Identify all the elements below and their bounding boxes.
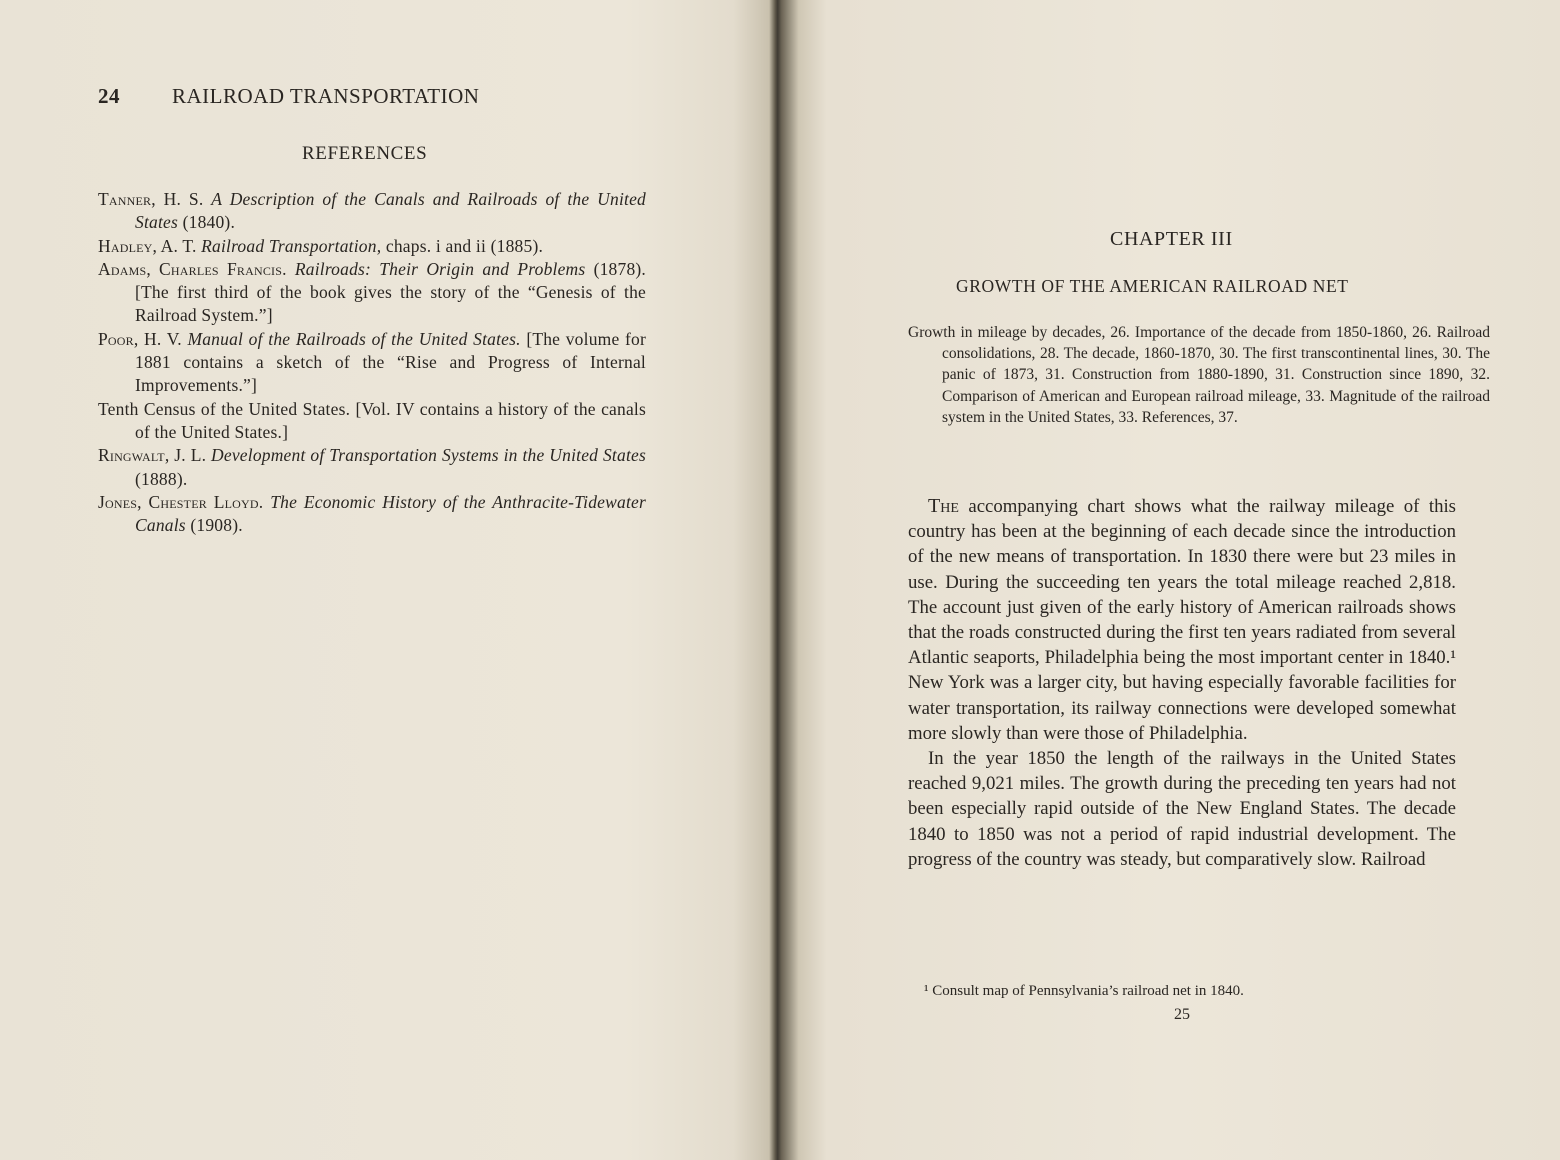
- reference-entry: [98, 188, 646, 235]
- running-head-title: RAILROAD TRANSPORTATION: [172, 84, 480, 108]
- reference-entry: [98, 491, 646, 538]
- footnote: ¹ Consult map of Pennsylvania’s railroad net in 1840.: [924, 983, 1244, 999]
- chapter-label: CHAPTER III: [1110, 228, 1233, 250]
- paragraph-text: accompanying chart shows what the railway mileage of this country has been at the beginning of each decade since the introduction of the new means of transportation. In 1830 there were but 23 miles in use. During the succeeding ten years the total mileage reached 2,818. The account just given of the early history of American railroads shows that the roads constructed during the first ten years radiated from several Atlantic seaports, Philadelphia being the most important center in 1840.¹ New York was a larger city, but having especially favorable facilities for water transportation, its railway connections were developed somewhat more slowly than were those of Philadelphia.: [908, 496, 1456, 744]
- chapter-summary: Growth in mileage by decades, 26. Importance of the decade from 1850-1860, 26. Railroad consolidations, 28. The decade, 1860-1870, 30. The first transcontinental lines, 30. The panic of 1873, 31. Construction from 1880-1890, 31. Construction since 1890, 32. Comparison of American and European railroad mileage, 33. Magnitude of the railroad system in the United States, 33. References, 37.: [908, 324, 1490, 426]
- reference-author: Adams, Charles Francis.: [98, 258, 287, 279]
- reference-note: (1840).: [182, 212, 236, 233]
- chapter-title: GROWTH OF THE AMERICAN RAILROAD NET: [956, 276, 1349, 296]
- references-heading: REFERENCES: [302, 143, 428, 164]
- reference-author: Tanner, H. S.: [98, 189, 204, 209]
- running-head: [98, 84, 479, 109]
- reference-note: (1908).: [190, 515, 243, 536]
- reference-title: Railroad Transportation,: [201, 235, 382, 256]
- reference-entry: [98, 444, 646, 491]
- reference-note: chaps. i and ii (1885).: [385, 235, 544, 256]
- reference-entry: [98, 328, 646, 398]
- paragraph-lead-word: The: [928, 495, 959, 517]
- page-number-left: 24: [98, 84, 120, 108]
- reference-entry: [98, 258, 646, 328]
- reference-note: (1878). [The first third of the book gives the story of the “Genesis of the Railroad System.”]: [135, 258, 647, 326]
- reference-entry: [98, 235, 646, 258]
- reference-note: Tenth Census of the United States. [Vol. IV contains a history of the canals of the United States.]: [98, 398, 646, 442]
- reference-title: Railroads: Their Origin and Problems: [294, 258, 586, 279]
- reference-note: [The volume for 1881 contains a sketch of the “Rise and Progress of Internal Improvements.”]: [135, 328, 647, 396]
- reference-list: [98, 188, 646, 537]
- right-page: [790, 0, 1560, 1160]
- reference-title: The Economic History of the Anthracite-Tidewater Canals: [135, 491, 646, 536]
- reference-author: Ringwalt, J. L.: [98, 445, 207, 466]
- reference-author: Jones, Chester Lloyd.: [98, 491, 264, 512]
- body-text: [908, 494, 1456, 872]
- paragraph: [908, 494, 1456, 746]
- paragraph: In the year 1850 the length of the railways in the United States reached 9,021 miles. The growth during the preceding ten years had not been especially rapid outside of the New England States. The decade 1840 to 1850 was not a period of rapid industrial development. The progress of the country was steady, but comparatively slow. Railroad: [908, 748, 1456, 870]
- reference-entry: [98, 398, 646, 445]
- reference-title: Manual of the Railroads of the United States.: [187, 328, 521, 349]
- reference-title: A Description of the Canals and Railroads of the United States: [135, 189, 646, 233]
- reference-title: Development of Transportation Systems in the United States: [211, 445, 646, 466]
- page-number-right: 25: [1174, 1006, 1190, 1023]
- reference-author: Hadley, A. T.: [98, 235, 197, 256]
- left-page: [0, 0, 760, 1160]
- reference-note: (1888).: [135, 468, 188, 489]
- reference-author: Poor, H. V.: [98, 328, 182, 349]
